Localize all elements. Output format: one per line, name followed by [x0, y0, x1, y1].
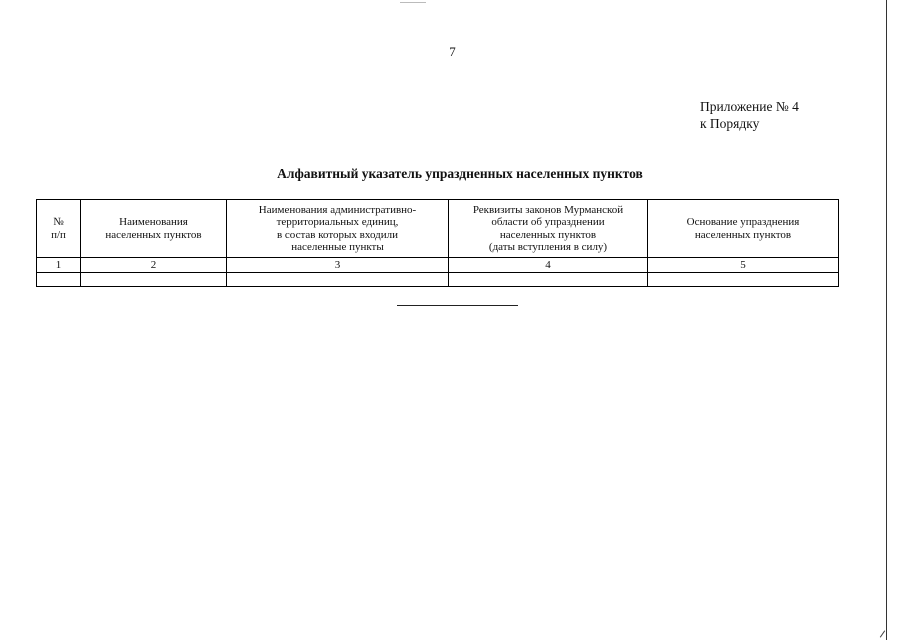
appendix-line: Приложение № 4: [700, 99, 799, 114]
scan-artifact: [886, 0, 887, 640]
column-number: 5: [648, 258, 839, 273]
table-cell: [648, 273, 839, 287]
column-number: 1: [37, 258, 81, 273]
scan-artifact: [400, 2, 426, 3]
header-abolition-basis: Основание упразднения населенных пунктов: [648, 200, 839, 258]
header-number: № п/п: [37, 200, 81, 258]
abolished-settlements-table: [36, 199, 839, 287]
end-separator-line: [397, 305, 518, 306]
document-title: Алфавитный указатель упраздненных населенных пунктов: [277, 166, 643, 181]
table-cell: [37, 273, 81, 287]
appendix-reference: [700, 98, 799, 132]
table-cell: [449, 273, 648, 287]
table-cell: [81, 273, 227, 287]
column-number: 3: [227, 258, 449, 273]
scan-artifact: [880, 630, 885, 637]
table-header-row: [37, 200, 839, 258]
column-number-row: [37, 258, 839, 273]
page-number: 7: [449, 44, 456, 59]
table-row: [37, 273, 839, 287]
header-admin-units: Наименования административно- территориальных единиц, в состав которых входили населенные пункты: [227, 200, 449, 258]
appendix-line: к Порядку: [700, 116, 760, 131]
table-cell: [227, 273, 449, 287]
column-number: 2: [81, 258, 227, 273]
header-settlement-names: Наименования населенных пунктов: [81, 200, 227, 258]
column-number: 4: [449, 258, 648, 273]
header-law-details: Реквизиты законов Мурманской области об упразднении населенных пунктов (даты вступления в силу): [449, 200, 648, 258]
